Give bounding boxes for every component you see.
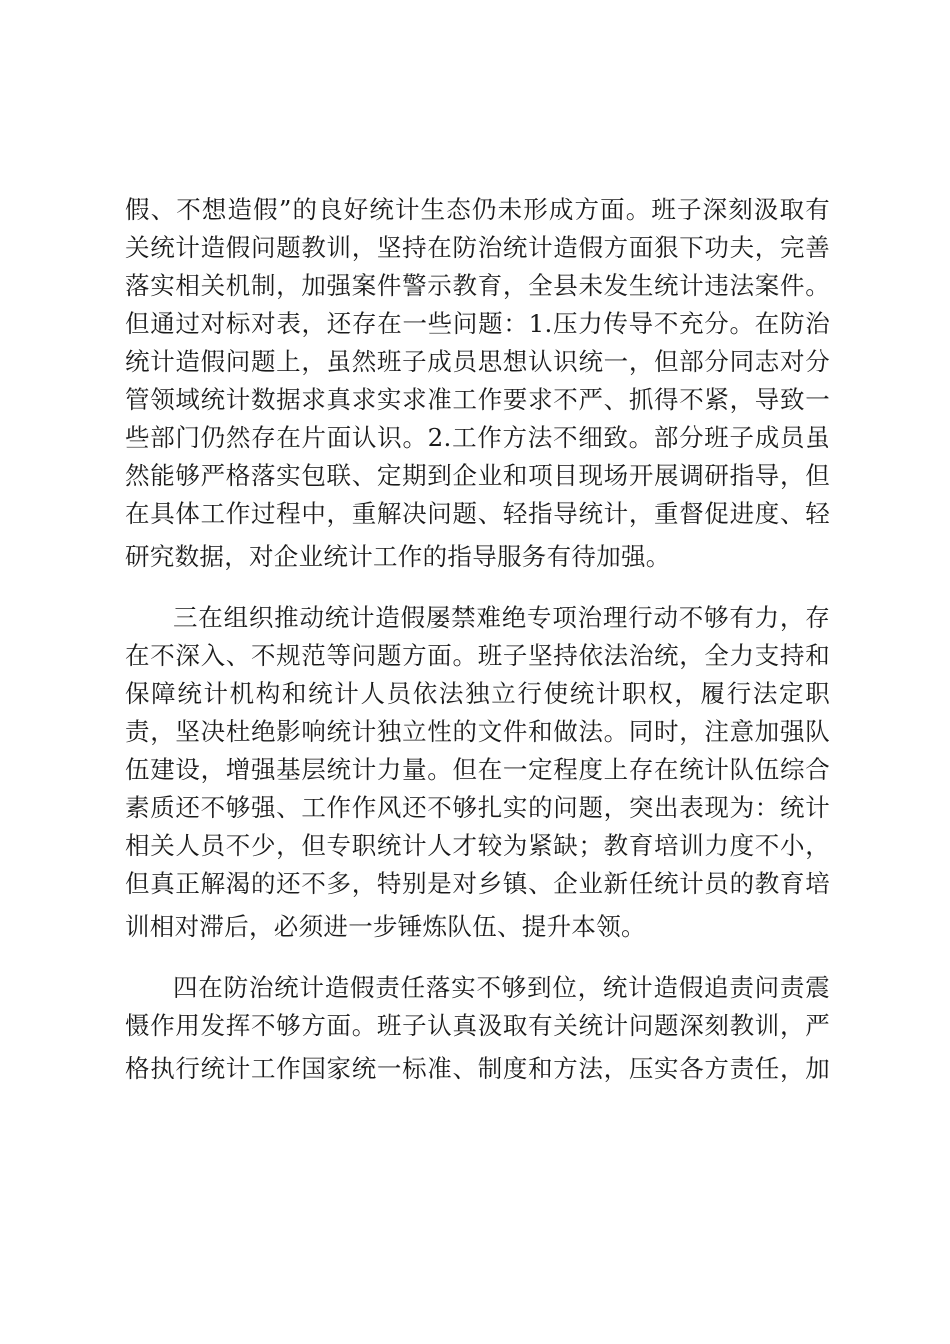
text-line: 但通过对标对表，还存在一些问题：1.压力传导不充分。在防治 [125, 309, 830, 338]
text-line: 假、不想造假”的良好统计生态仍未形成方面。班子深刻汲取有 [125, 195, 830, 224]
text-line: 落实相关机制，加强案件警示教育，全县未发生统计违法案件。 [125, 271, 830, 300]
text-line: 格执行统计工作国家统一标准、制度和方法，压实各方责任，加 [125, 1054, 830, 1083]
text-line: 保障统计机构和统计人员依法独立行使统计职权，履行法定职 [125, 679, 830, 708]
text-line: 统计造假问题上，虽然班子成员思想认识统一，但部分同志对分 [125, 347, 830, 376]
text-line: 四在防治统计造假责任落实不够到位，统计造假追责问责震 [173, 973, 830, 1002]
text-line: 但真正解渴的还不多，特别是对乡镇、企业新任统计员的教育培 [125, 869, 830, 898]
text-line: 慑作用发挥不够方面。班子认真汲取有关统计问题深刻教训，严 [125, 1011, 830, 1040]
text-line: 些部门仍然存在片面认识。2.工作方法不细致。部分班子成员虽 [125, 423, 830, 452]
text-line: 相关人员不少，但专职统计人才较为紧缺；教育培训力度不小， [125, 831, 830, 860]
text-line: 管领域统计数据求真求实求准工作要求不严、抓得不紧，导致一 [125, 385, 830, 414]
text-line: 在具体工作过程中，重解决问题、轻指导统计，重督促进度、轻 [125, 499, 830, 528]
text-line: 然能够严格落实包联、定期到企业和项目现场开展调研指导，但 [125, 461, 830, 490]
text-line: 训相对滞后，必须进一步锤炼队伍、提升本领。 [125, 912, 646, 941]
text-line: 伍建设，增强基层统计力量。但在一定程度上存在统计队伍综合 [125, 755, 830, 784]
text-line: 在不深入、不规范等问题方面。班子坚持依法治统，全力支持和 [125, 641, 830, 670]
text-line: 素质还不够强、工作作风还不够扎实的问题，突出表现为：统计 [125, 793, 830, 822]
text-line: 三在组织推动统计造假屡禁难绝专项治理行动不够有力，存 [173, 603, 830, 632]
text-line: 研究数据，对企业统计工作的指导服务有待加强。 [125, 542, 671, 571]
text-line: 关统计造假问题教训，坚持在防治统计造假方面狠下功夫，完善 [125, 233, 830, 262]
text-line: 责，坚决杜绝影响统计独立性的文件和做法。同时，注意加强队 [125, 717, 830, 746]
